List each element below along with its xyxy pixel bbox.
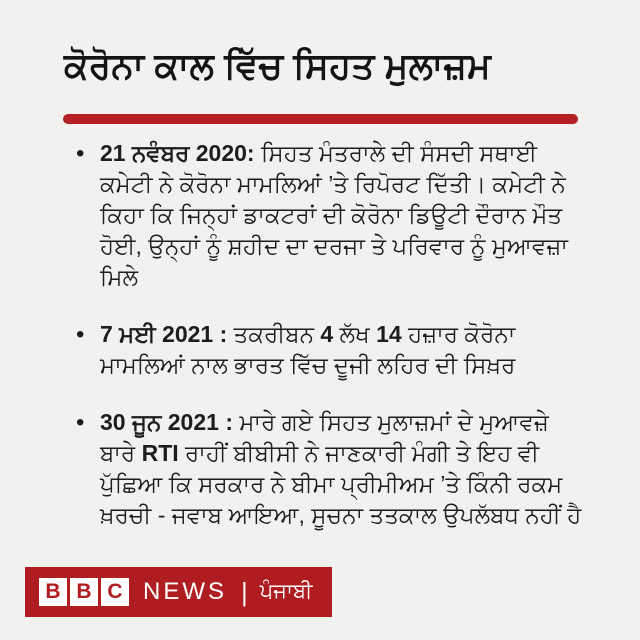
text-run: ਸਿਹਤ ਮੰਤਰਾਲੇ ਦੀ ਸੰਸਦੀ ਸਥਾਈ ਕਮੇਟੀ ਨੇ ਕੋਰੋਨਾ ਮਾਮਲਿਆਂ ’ਤੇ ਰਿਪੋਰਟ ਦਿੱਤੀ। ਕਮੇਟੀ ਨੇ ਕਿਹਾ ਕਿ ਜਿਨ੍ਹਾਂ ਡਾਕਟਰਾਂ ਦੀ ਕੋਰੋਨਾ ਡਿਊਟੀ ਦੌਰਾਨ ਮੌਤ ਹੋਈ, ਉਨ੍ਹਾਂ ਨੂੰ ਸ਼ਹੀਦ ਦਾ ਦਰਜਾ ਤੇ ਪਰਿਵਾਰ ਨੂੰ ਮੁਆਵਜ਼ਾ ਮਿਲੇ bbox=[100, 140, 568, 290]
language-label: ਪੰਜਾਬੀ bbox=[259, 580, 313, 603]
news-label: NEWS bbox=[143, 578, 227, 605]
bold-text-run: 14 bbox=[376, 321, 402, 347]
text-run: ਲੱਖ bbox=[333, 321, 377, 347]
list-item bbox=[100, 407, 585, 531]
bbc-logo-block: B bbox=[70, 578, 98, 606]
page-title: ਕੋਰੋਨਾ ਕਾਲ ਵਿੱਚ ਸਿਹਤ ਮੁਲਾਜ਼ਮ bbox=[64, 45, 492, 87]
bbc-logo-blocks bbox=[39, 578, 129, 606]
bold-text-run: 30 ਜੂਨ 2021 : bbox=[100, 409, 233, 435]
text-run: ਹਜ਼ਾਰ ਕੋਰੋਨਾ ਮਾਮਲਿਆਂ ਨਾਲ ਭਾਰਤ ਵਿੱਚ ਦੂਜੀ ਲਹਿਰ ਦੀ ਸਿਖ਼ਰ bbox=[100, 321, 516, 378]
logo-separator-bar: | bbox=[241, 576, 248, 607]
bold-text-run: 21 ਨਵੰਬਰ 2020: bbox=[100, 140, 255, 166]
text-run: ਮਾਰੇ ਗਏ ਸਿਹਤ ਮੁਲਾਜ਼ਮਾਂ ਦੇ ਮੁਆਵਜ਼ੇ ਬਾਰੇ bbox=[100, 409, 549, 466]
bold-text-run: 4 bbox=[320, 321, 334, 347]
bold-text-run: RTI bbox=[141, 440, 179, 466]
bold-text-run: 7 ਮਈ 2021 : bbox=[100, 321, 228, 347]
text-run: ਤਕਰੀਬਨ bbox=[227, 321, 321, 347]
bbc-logo-block: B bbox=[39, 578, 67, 606]
text-run: ਰਾਹੀਂ ਬੀਬੀਸੀ ਨੇ ਜਾਣਕਾਰੀ ਮੰਗੀ ਤੇ ਇਹ ਵੀ ਪੁੱਛਿਆ ਕਿ ਸਰਕਾਰ ਨੇ ਬੀਮਾ ਪ੍ਰੀਮੀਅਮ ’ਤੇ ਕਿੰਨੀ ਰਕਮ ਖ਼ਰਚੀ - ਜਵਾਬ ਆਇਆ, ਸੂਚਨਾ ਤਤਕਾਲ ਉਪਲੱਬਧ ਨਹੀਂ ਹੈ bbox=[100, 440, 582, 528]
red-divider bbox=[63, 114, 578, 124]
bbc-news-logo bbox=[25, 567, 332, 617]
list-item bbox=[100, 138, 585, 293]
list-item bbox=[100, 319, 585, 381]
timeline-list bbox=[0, 138, 640, 557]
bbc-logo-block: C bbox=[101, 578, 129, 606]
